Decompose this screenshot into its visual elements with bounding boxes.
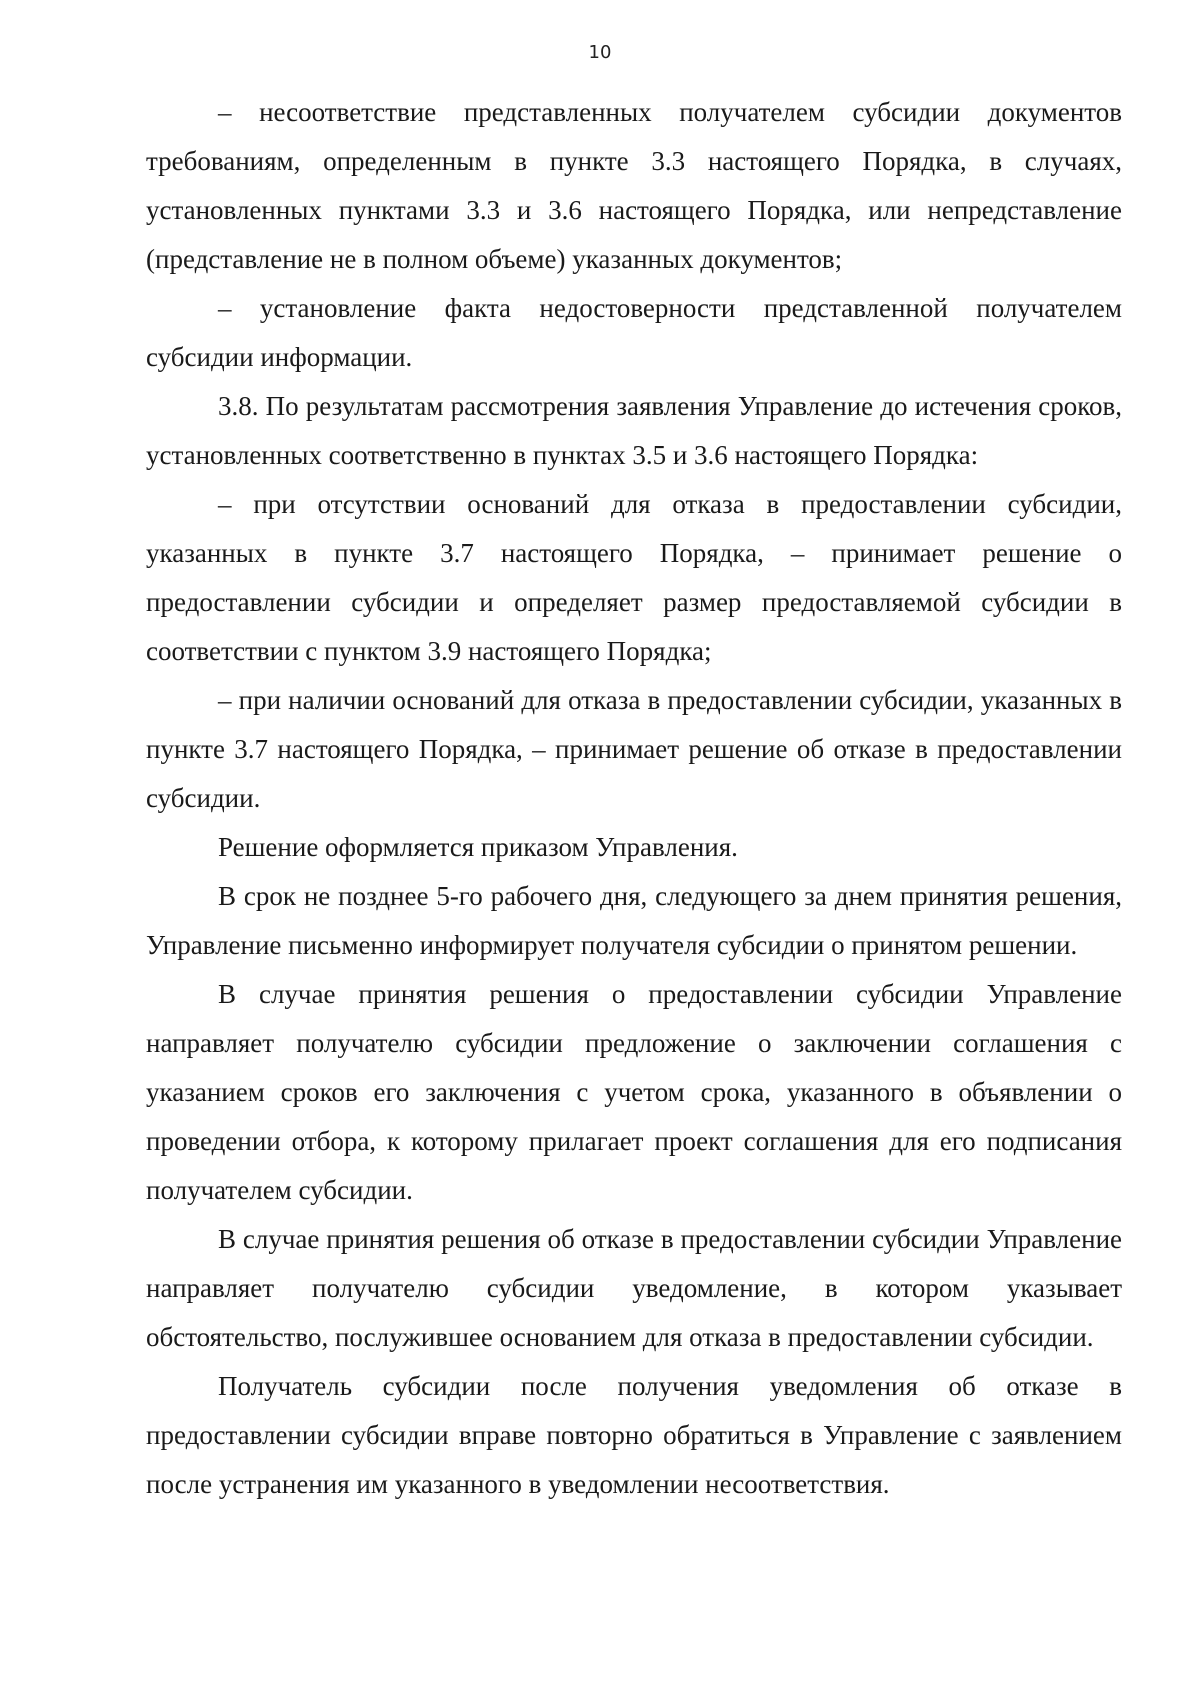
- page-number: 10: [588, 42, 612, 63]
- paragraph-grant-decision: – при отсутствии оснований для отказа в предоставлении субсидии, указанных в пункте 3.7 настоящего Порядка, – принимает решение о предоставлении субсидии и определяет размер предоставляемой субсидии в соответствии с пунктом 3.9 настоящего Порядка;: [146, 489, 1122, 666]
- paragraph-decision-order: Решение оформляется приказом Управления.: [218, 832, 738, 862]
- paragraph-refusal-notice: В случае принятия решения об отказе в предоставлении субсидии Управление направляет получателю субсидии уведомление, в котором указывает обстоятельство, послужившее основанием для отказа в предоставлении субсидии.: [146, 1224, 1122, 1352]
- paragraph-refusal-decision: – при наличии оснований для отказа в предоставлении субсидии, указанных в пункте 3.7 настоящего Порядка, – принимает решение об отказе в предоставлении субсидии.: [146, 685, 1122, 813]
- paragraph-reapplication: Получатель субсидии после получения уведомления об отказе в предоставлении субсидии вправе повторно обратиться в Управление с заявлением после устранения им указанного в уведомлении несоответствия.: [146, 1371, 1122, 1499]
- paragraph-agreement-offer: В случае принятия решения о предоставлении субсидии Управление направляет получателю субсидии предложение о заключении соглашения с указанием сроков его заключения с учетом срока, указанного в объявлении о проведении отбора, к которому прилагает проект соглашения для его подписания получателем субсидии.: [146, 979, 1122, 1205]
- paragraph-notification-deadline: В срок не позднее 5-го рабочего дня, следующего за днем принятия решения, Управление письменно информирует получателя субсидии о принятом решении.: [146, 881, 1122, 960]
- paragraph-false-information: – установление факта недостоверности представленной получателем субсидии информации.: [146, 293, 1122, 372]
- paragraph-section-3-8: 3.8. По результатам рассмотрения заявления Управление до истечения сроков, установленных соответственно в пунктах 3.5 и 3.6 настоящего Порядка:: [146, 391, 1122, 470]
- document-body: [146, 88, 1122, 1509]
- paragraph-document-mismatch: – несоответствие представленных получателем субсидии документов требованиям, определенным в пункте 3.3 настоящего Порядка, в случаях, установленных пунктами 3.3 и 3.6 настоящего Порядка, или непредставление (представление не в полном объеме) указанных документов;: [146, 97, 1122, 274]
